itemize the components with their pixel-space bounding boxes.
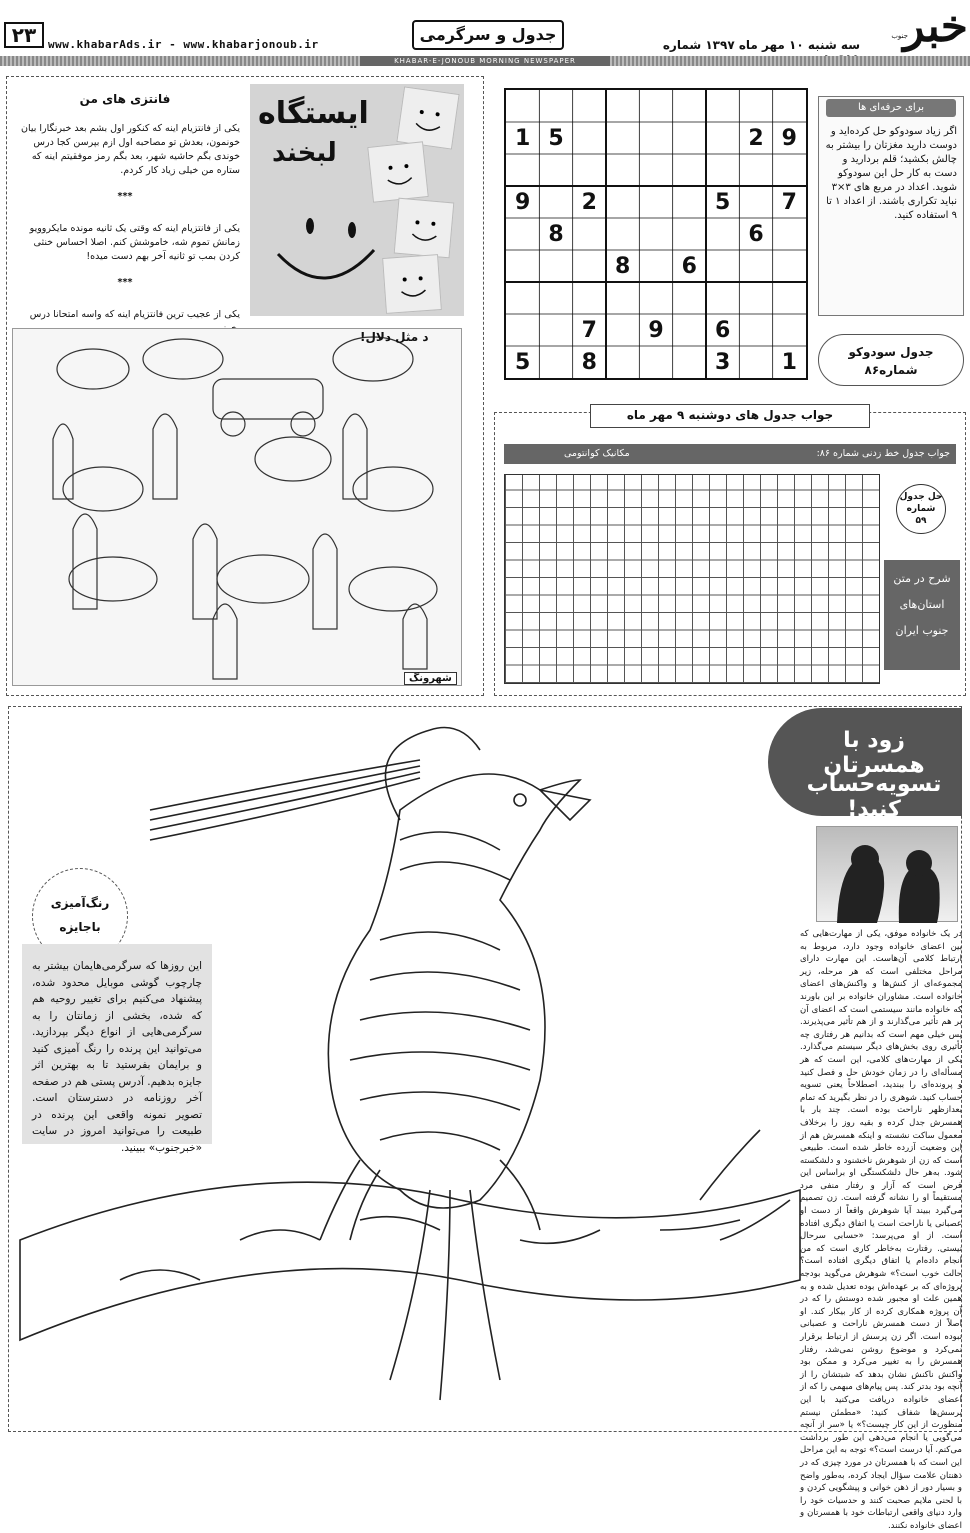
sticky-note-smiley xyxy=(382,254,442,314)
sudoku-tips-heading: برای حرفه‌ای ها xyxy=(826,99,956,117)
sudoku-given-cell: 6 xyxy=(715,318,731,343)
sudoku-given-cell: 9 xyxy=(781,126,797,151)
sudoku-given-cell: 1 xyxy=(781,350,797,375)
sudoku-given-cell: 7 xyxy=(781,190,797,215)
big-smiley-icon xyxy=(270,204,380,294)
smiley-icon xyxy=(383,255,443,315)
logo-sub: جنوب xyxy=(891,32,908,40)
cartoon-drawing xyxy=(13,329,463,687)
sudoku-badge-number: شماره۸۶ xyxy=(864,363,918,377)
cartoon-title: د مثل دلال! xyxy=(360,330,429,344)
newspaper-logo xyxy=(858,2,968,56)
coloring-heading-line1: رنگ‌آمیزی xyxy=(50,896,110,910)
badge-number: ۵۹ xyxy=(915,516,927,526)
sudoku-given-cell: 5 xyxy=(515,350,531,375)
crossword-theme-box xyxy=(884,560,960,670)
website-links[interactable]: www.khabarAds.ir - www.khabarjonoub.ir xyxy=(48,38,319,51)
sudoku-given-cell: 9 xyxy=(648,318,664,343)
article-body: در یک خانواده موفق، یکی از مهارت‌هایی که بین اعضای خانواده وجود دارد، مربوط به ارتباط کلامی آن‌هاست. این مهارت دارای مراحل مختلفی است که هر مرحله، زیر مجموعه‌ای از کنش‌ها و واکنش‌های اعضای خانواده است. مشاوران خانواده بر این باورند که خانواده مانند سیستمی است که اعضای آن بر هم تأثیر می‌گذارند و از هم تأثیر می‌پذیرند. پس خیلی مهم است که بدانیم هر رفتاری چه تأثیری روی بخش‌های دیگر سیستم می‌گذارد. یکی از مهارت‌های کلامی، این است که هر مسأله‌ای را در زمان خودش حل و فصل کنید و پرونده‌ای را ببندید، اصطلاحاً یعنی تسویه حساب کنید. شوهری را در نظر بگیرید که تمام بعدازظهر ناراحت بوده است. چند بار با همسرش جدل کرده و بقیه روز را برخلاف معمول ساکت نشسته و اینکه همسرش هم از این وضعیت آزرده خاطر شده است. طبیعی است که زن از شوهرش ناخشنود و دلشکسته شود. به‌هر حال دلشکستگی او براساس این فرض است که آزار و رفتار منفی مرد مستقیماً او را نشانه گرفته است. زن تصمیم می‌گیرد ببیند آیا شوهرش واقعاً از دست او عصبانی یا ناراحت است یا اتفاق دیگری افتاده است. از او می‌پرسد: «حسابی سرحال نیستی. رفتارت به‌خاطر کاری است که من انجام داده‌ام یا اتفاق دیگری افتاده است؟ حالت خوب است؟» شوهرش می‌گوید بودجه پروژه‌ای که بر عهده‌اش بوده تعدیل شده و به همین علت او مجبور شده دوستش را که در آن پروژه همکاری کرده از کار بیکار کند. او اصلاً از دست همسرش ناراحت و عصبانی نبوده است. اگر زن پرسش از ارتباط برقرار نمی‌کرد و موضوع روشن نمی‌شد، رفتار همسرش را به تغییر می‌کرد و ممکن بود واکنش ناکنش نشان بدهد که شبتشان را از آنچه بود بدتر کند. پس پیام‌های مبهمی را که از اعضای خانواده دریافت می‌کنید با این پرسش‌ها شفاف کنید: «مطمئن نیستم منظورت از این کار چیست؟» یا «سر از آنچه می‌گویی یا انجام می‌دهی این طور برداشت می‌کنم. آیا درست است؟» توجه به این مراحل این است که با همسرتان در مورد چیزی که در ذهنتان علامت سؤال ایجاد کرده، به‌طور واضح و بسیار دور از ذهن خوانی و پیشگویی کردن و با لحنی ملایم صحبت کنند و حدسیات خود را وارد دنیای واقعی ارتباطات خود با همسرتان و اعضای خانواده نکنند. xyxy=(800,929,962,1531)
sticky-note-smiley xyxy=(367,141,429,203)
sticky-note-smiley xyxy=(394,198,455,259)
article-title-line1: زود با همسرتان xyxy=(823,728,925,778)
sudoku-given-cell: 2 xyxy=(748,126,764,151)
sticky-note-smiley xyxy=(396,86,459,149)
answers-title: جواب جدول های دوشنبه ۹ مهر ماه xyxy=(590,404,870,428)
crossword-answer-label: جواب جدول خط زدنی شماره ۸۶: xyxy=(816,448,950,459)
sudoku-badge xyxy=(818,334,964,386)
sudoku-grid[interactable] xyxy=(504,88,808,380)
cartoonist-name: شهرونگ xyxy=(404,672,457,685)
article-title-line2: تسویه‌حساب کنید! xyxy=(806,772,942,822)
fantasy-item: یکی از عجیب ترین فانتزیام اینه که واسه امتحانا درس xyxy=(29,309,240,320)
sudoku-given-cell: 1 xyxy=(515,126,531,151)
theme-line: استان‌های xyxy=(899,598,945,611)
date-issue-line: سه شنبه ۱۰ مهر ماه ۱۳۹۷ شماره xyxy=(662,38,860,52)
sudoku-given-cell: 7 xyxy=(581,318,597,343)
separator: *** xyxy=(117,277,133,288)
sudoku-given-cell: 5 xyxy=(548,126,564,151)
tagline-text: KHABAR-E-JONOUB MORNING NEWSPAPER xyxy=(360,56,610,66)
sudoku-badge-title: جدول سودوکو xyxy=(848,345,934,359)
sudoku-given-cell: 8 xyxy=(615,254,631,279)
smile-title-line2: لبخند xyxy=(272,138,337,168)
crossword-answer-grid xyxy=(504,474,880,684)
sudoku-given-cell: 9 xyxy=(515,190,531,215)
sudoku-given-cell: 8 xyxy=(548,222,564,247)
logo-word: خبر xyxy=(903,1,968,52)
coloring-heading-line2: باجایزه xyxy=(59,920,101,934)
fantasy-title: فانتزی های من xyxy=(79,92,171,106)
crossword-number-badge xyxy=(896,484,946,534)
tagline-bar xyxy=(0,56,970,66)
smile-title-line1: ایستگاه xyxy=(258,96,369,131)
fantasy-item: یکی از فانتزیام اینه که وقتی یک ثانیه مونده مایکروویو زمانش تموم شه، خاموشش کنم. اصلا احساس خنثی کردن بمب تو ثانیه آخر بهم دست میده! xyxy=(29,223,240,262)
crossword-answer-value: مکانیک کوانتومی xyxy=(564,448,630,459)
sudoku-given-cell: 6 xyxy=(681,254,697,279)
sudoku-tips-card: اگر زیاد سودوکو حل کرده‌اید و دوست دارید مغزتان را بیشتر به چالش بکشید؛ قلم بردارید و دست به کار حل این سودوکو شوید. اعداد در مربع های ۳×۳ نباید تکراری باشند. از اعداد ۱ تا ۹ استفاده کنید. xyxy=(818,96,964,316)
theme-line: جنوب ایران xyxy=(895,624,949,637)
badge-label: شماره xyxy=(906,504,936,514)
smiley-icon xyxy=(395,199,456,260)
theme-line: شرح در متن xyxy=(893,572,951,585)
sudoku-given-cell: 2 xyxy=(581,190,597,215)
fantasy-item: یکی از فانتزیام اینه که کنکور اول بشم بعد خبرنگارا بیان خونمون، بعدش تو مصاحبه اول ازم بپرسن کجا درس خوندی بگم حاشیه شهر، بعد بگم رمز موفقیتم اینه که ستاره من خیلی زیاد کار کردم. xyxy=(21,123,240,176)
cartoon-illustration xyxy=(12,328,462,686)
answers-subbar xyxy=(504,444,956,464)
separator: *** xyxy=(117,191,133,202)
section-title: جدول و سرگرمی xyxy=(412,20,564,50)
couple-photo xyxy=(816,826,958,922)
sudoku-given-cell: 3 xyxy=(715,350,731,375)
smiley-icon xyxy=(368,142,430,204)
smiley-icon xyxy=(397,88,460,151)
badge-title: حل جدول xyxy=(899,492,943,502)
sudoku-given-cell: 5 xyxy=(715,190,731,215)
sudoku-given-cell: 6 xyxy=(748,222,764,247)
couple-silhouette xyxy=(817,827,959,923)
page-number: ۲۳ xyxy=(4,22,44,48)
coloring-description: این روزها که سرگرمی‌هایمان بیشتر به چارچوب گوشی موبایل محدود شده، پیشنهاد می‌کنیم برای تغییر روحیه هم که شده، بخشی از زمانتان را به سرگرمی‌هایی از انواع دیگر بپردازید. می‌توانید این پرنده را رنگ آمیزی کنید و برایمان بفرستید تا به بهترین اثر جایزه بدهیم. آدرس پستی هم در صفحه آخر روزنامه در دسترستان است. تصویر نمونه واقعی این پرنده در طبیعت را می‌توانید امروز در سایت «خبرجنوب» ببینید. xyxy=(22,944,212,1144)
sudoku-given-cell: 8 xyxy=(581,350,597,375)
fantasy-column xyxy=(10,86,240,320)
